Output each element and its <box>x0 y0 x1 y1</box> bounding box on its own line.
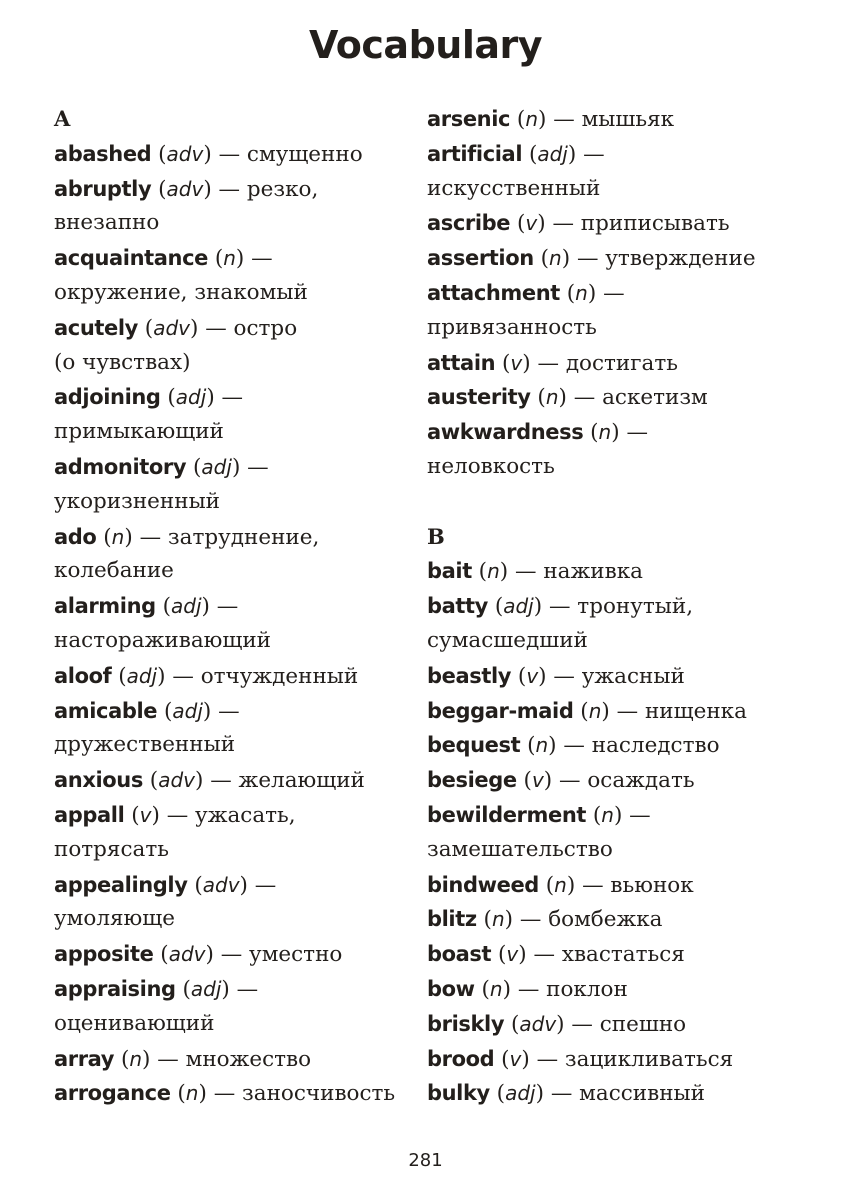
entry-headword: bindweed <box>427 872 539 897</box>
entry-part-of-speech: n <box>525 107 538 131</box>
entry-translation-continued: привязанность <box>427 314 597 340</box>
entry-part-of-speech: adj <box>503 594 534 619</box>
entry-part-of-speech: adv <box>168 942 206 967</box>
entry-part-of-speech: adj <box>537 141 568 166</box>
entry-headword: bequest <box>427 733 521 758</box>
entry-part-of-speech: n <box>487 559 500 584</box>
entry-part-of-speech: n <box>491 907 505 932</box>
page-title: Vocabulary <box>308 23 543 67</box>
entry-translation-continued: внезапно <box>54 210 160 236</box>
entry-headword: attain <box>427 350 496 375</box>
vocabulary-column-right <box>427 102 797 1111</box>
vocabulary-entry: blitz (n) — бомбежка <box>427 907 663 933</box>
entry-headword: ascribe <box>427 211 511 236</box>
entry-translation: ужасать, <box>195 802 296 828</box>
entry-part-of-speech: adv <box>153 315 190 340</box>
entry-translation: ужасный <box>581 663 685 689</box>
vocabulary-entry: apposite (adv) — уместно <box>54 942 343 968</box>
entry-headword: apposite <box>54 942 154 967</box>
entry-part-of-speech: adv <box>158 768 195 793</box>
entry-part-of-speech: adj <box>201 454 232 479</box>
vocabulary-entry: arrogance (n) — заносчивость <box>54 1081 396 1107</box>
entry-translation: вьюнок <box>610 872 694 898</box>
vocabulary-entry: adjoining (adj) — <box>54 385 244 411</box>
entry-translation: остро <box>233 315 298 341</box>
entry-translation-continued: укоризненный <box>54 488 221 514</box>
entry-translation: смущенно <box>246 141 363 167</box>
vocabulary-entry: beggar-maid (n) — нищенка <box>427 698 747 724</box>
entry-headword: abashed <box>54 141 152 166</box>
entry-headword: admonitory <box>54 454 187 479</box>
entry-headword: boast <box>427 942 492 967</box>
entry-part-of-speech: n <box>185 1081 199 1106</box>
entry-headword: bulky <box>427 1081 490 1106</box>
section-letter: A <box>54 106 71 131</box>
entry-translation: заносчивость <box>242 1081 396 1107</box>
entry-translation: тронутый, <box>577 594 694 620</box>
entry-translation: резко, <box>246 176 319 202</box>
entry-part-of-speech: adv <box>202 872 240 897</box>
entry-translation: достигать <box>565 350 678 376</box>
vocabulary-entry: bewilderment (n) — <box>427 802 651 828</box>
entry-part-of-speech: v <box>139 802 152 827</box>
entry-translation-continued: (о чувствах) <box>54 349 191 375</box>
entry-part-of-speech: adj <box>190 976 222 1001</box>
entry-translation: хвастаться <box>561 942 685 968</box>
entry-headword: appealingly <box>54 872 188 897</box>
entry-translation: нищенка <box>644 698 747 724</box>
entry-translation: мышьяк <box>581 107 675 132</box>
entry-part-of-speech: v <box>525 211 538 236</box>
entry-headword: bewilderment <box>427 802 587 827</box>
entry-translation: массивный <box>579 1081 705 1107</box>
entry-translation-continued: окружение, знакомый <box>54 279 308 305</box>
entry-translation: утверждение <box>605 246 756 272</box>
entry-part-of-speech: n <box>554 872 567 897</box>
entry-part-of-speech: v <box>509 1046 522 1071</box>
vocabulary-entry: briskly (adv) — спешно <box>427 1011 687 1037</box>
entry-headword: attachment <box>427 280 560 305</box>
entry-part-of-speech: adv <box>166 176 204 201</box>
vocabulary-entry: austerity (n) — аскетизм <box>427 385 708 411</box>
entry-part-of-speech: n <box>575 280 588 305</box>
entry-translation-continued: настораживающий <box>54 627 272 653</box>
entry-translation-continued: неловкость <box>427 453 555 479</box>
page-number: 281 <box>408 1150 443 1171</box>
entry-translation: затруднение, <box>167 524 320 550</box>
vocabulary-entry: besiege (v) — осаждать <box>427 768 695 794</box>
entry-headword: amicable <box>54 698 158 723</box>
vocabulary-entry: anxious (adv) — желающий <box>54 768 365 794</box>
vocabulary-entry: abashed (adv) — смущенно <box>54 141 363 167</box>
vocabulary-entry: acutely (adv) — остро <box>54 315 298 341</box>
vocabulary-entry: appall (v) — ужасать, <box>54 802 296 828</box>
vocabulary-entry: bindweed (n) — вьюнок <box>427 872 694 898</box>
entry-headword: artificial <box>427 141 523 166</box>
entry-headword: ado <box>54 524 97 549</box>
entry-translation-continued: искусственный <box>427 175 601 201</box>
entry-part-of-speech: n <box>129 1046 143 1071</box>
entry-headword: acutely <box>54 315 138 340</box>
entry-translation-continued: умоляюще <box>54 906 175 932</box>
entry-translation-continued: колебание <box>54 558 174 584</box>
entry-translation: уместно <box>249 942 343 968</box>
entry-part-of-speech: n <box>489 976 503 1001</box>
entry-translation: отчужденный <box>200 663 359 689</box>
entry-translation: поклон <box>546 976 628 1002</box>
entry-headword: bow <box>427 976 475 1001</box>
section-letter-heading <box>427 520 797 555</box>
entry-headword: arrogance <box>54 1081 171 1106</box>
entry-translation: бомбежка <box>548 907 663 933</box>
entry-part-of-speech: v <box>510 350 523 375</box>
entry-headword: adjoining <box>54 385 161 410</box>
entry-headword: brood <box>427 1046 495 1071</box>
vocabulary-entry: amicable (adj) — <box>54 698 240 724</box>
vocabulary-entry: assertion (n) — утверждение <box>427 246 756 272</box>
vocabulary-entry: awkwardness (n) — <box>427 420 648 446</box>
entry-headword: arsenic <box>427 107 511 131</box>
vocabulary-entry: ascribe (v) — приписывать <box>427 211 730 237</box>
entry-part-of-speech: n <box>601 802 614 827</box>
vocabulary-entry: bequest (n) — наследство <box>427 733 720 759</box>
section-spacer <box>427 485 797 520</box>
vocabulary-entry: appraising (adj) — <box>54 976 259 1002</box>
vocabulary-entry: beastly (v) — ужасный <box>427 663 685 689</box>
vocabulary-entry: boast (v) — хвастаться <box>427 942 685 968</box>
vocabulary-entry: attachment (n) — <box>427 280 625 306</box>
entry-headword: briskly <box>427 1011 505 1036</box>
vocabulary-entry: abruptly (adv) — резко, <box>54 176 319 202</box>
entry-translation: аскетизм <box>602 385 708 411</box>
entry-part-of-speech: v <box>506 942 519 967</box>
entry-headword: alarming <box>54 594 156 619</box>
entry-translation-continued: потрясать <box>54 836 169 862</box>
entry-part-of-speech: n <box>588 698 602 723</box>
vocabulary-entry: ado (n) — затруднение, <box>54 524 320 550</box>
entry-headword: austerity <box>427 385 531 410</box>
entry-translation: приписывать <box>580 211 730 237</box>
entry-part-of-speech: adv <box>166 141 204 166</box>
entry-part-of-speech: n <box>535 733 549 758</box>
vocabulary-entry: batty (adj) — тронутый, <box>427 594 694 620</box>
entry-headword: acquaintance <box>54 246 208 271</box>
entry-part-of-speech: v <box>526 663 539 688</box>
entry-headword: abruptly <box>54 176 152 201</box>
entry-part-of-speech: adv <box>519 1011 557 1036</box>
entry-headword: beggar-maid <box>427 698 574 723</box>
entry-part-of-speech: adj <box>126 663 158 688</box>
vocabulary-entry: artificial (adj) — <box>427 141 605 167</box>
vocabulary-entry: aloof (adj) — отчужденный <box>54 663 359 689</box>
entry-headword: anxious <box>54 768 143 793</box>
vocabulary-entry: bait (n) — наживка <box>427 559 643 585</box>
entry-translation-continued: сумасшедший <box>427 627 588 653</box>
entry-translation: спешно <box>599 1011 687 1037</box>
vocabulary-entry: alarming (adj) — <box>54 594 239 620</box>
entry-part-of-speech: n <box>545 385 559 410</box>
entry-part-of-speech: n <box>598 420 612 445</box>
entry-headword: besiege <box>427 768 517 793</box>
entry-part-of-speech: n <box>223 246 236 271</box>
vocabulary-entry: admonitory (adj) — <box>54 454 269 480</box>
entry-translation-continued: примыкающий <box>54 419 224 445</box>
vocabulary-entry: acquaintance (n) — <box>54 246 273 272</box>
entry-part-of-speech: n <box>549 246 562 271</box>
section-letter: B <box>427 523 445 549</box>
section-letter-heading <box>54 102 422 137</box>
vocabulary-entry: bow (n) — поклон <box>427 976 628 1002</box>
entry-headword: awkwardness <box>427 420 584 445</box>
entry-part-of-speech: n <box>111 524 125 549</box>
entry-part-of-speech: adj <box>172 698 203 723</box>
entry-translation: наследство <box>591 733 720 759</box>
entry-translation: множество <box>185 1046 312 1072</box>
entry-headword: appraising <box>54 976 176 1001</box>
vocabulary-entry: attain (v) — достигать <box>427 350 678 376</box>
entry-headword: aloof <box>54 663 112 688</box>
entry-translation-continued: замешательство <box>427 836 613 862</box>
vocabulary-entry: bulky (adj) — массивный <box>427 1081 705 1107</box>
vocabulary-entry: array (n) — множество <box>54 1046 312 1072</box>
entry-headword: blitz <box>427 907 477 932</box>
entry-headword: array <box>54 1046 115 1071</box>
entry-headword: assertion <box>427 246 534 271</box>
entry-headword: batty <box>427 594 488 619</box>
entry-translation: наживка <box>543 559 643 585</box>
vocabulary-entry: brood (v) — зацикливаться <box>427 1046 734 1072</box>
entry-part-of-speech: adj <box>175 385 207 410</box>
entry-headword: bait <box>427 559 472 584</box>
entry-translation: осаждать <box>587 768 695 794</box>
entry-translation: зацикливаться <box>564 1046 734 1072</box>
entry-headword: beastly <box>427 663 512 688</box>
entry-translation: желающий <box>238 768 365 794</box>
vocabulary-entry: appealingly (adv) — <box>54 872 277 898</box>
entry-translation-continued: оценивающий <box>54 1010 215 1036</box>
entry-translation-continued: дружественный <box>54 732 236 758</box>
entry-headword: appall <box>54 802 125 827</box>
entry-part-of-speech: adj <box>505 1081 536 1106</box>
entry-part-of-speech: adj <box>171 594 202 619</box>
entry-part-of-speech: v <box>531 768 544 793</box>
vocabulary-column-left <box>54 102 422 1111</box>
vocabulary-entry: arsenic (n) — мышьяк <box>427 107 675 132</box>
